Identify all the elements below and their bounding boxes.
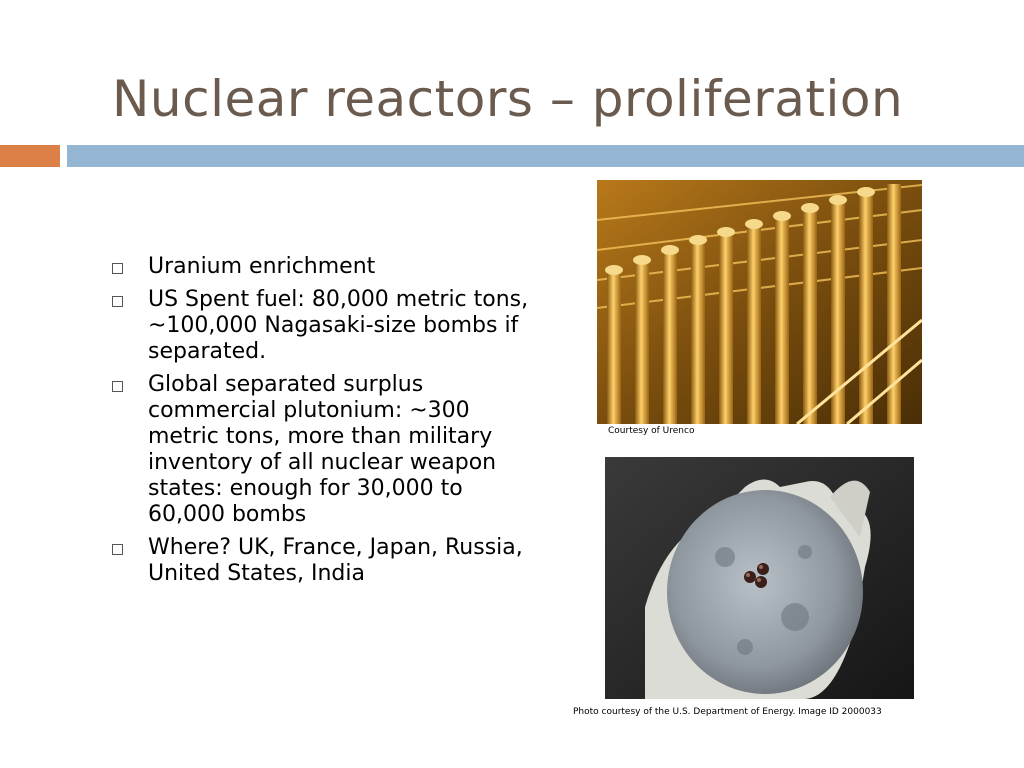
square-bullet-icon <box>112 544 123 555</box>
photo2-caption: Photo courtesy of the U.S. Department of Energy. Image ID 2000033 <box>573 707 882 717</box>
photo1-caption: Courtesy of Urenco <box>608 426 695 436</box>
centrifuge-cascade-photo <box>597 180 922 424</box>
bullet-text: US Spent fuel: 80,000 metric tons, ~100,000 Nagasaki-size bombs if separated. <box>148 287 529 364</box>
bullet-item <box>112 372 532 528</box>
square-bullet-icon <box>112 263 123 274</box>
slide-title: Nuclear reactors – proliferation <box>112 70 904 128</box>
accent-bar-orange <box>0 145 60 167</box>
square-bullet-icon <box>112 381 123 392</box>
bullet-list <box>112 254 532 594</box>
bullet-item <box>112 287 532 365</box>
gloved-hand-disk-photo <box>605 457 914 699</box>
accent-bar-blue <box>67 145 1024 167</box>
bullet-item <box>112 535 532 587</box>
square-bullet-icon <box>112 296 123 307</box>
gloved-hand-disk-image <box>605 457 914 699</box>
centrifuge-cascade-image <box>597 180 922 424</box>
bullet-text: Where? UK, France, Japan, Russia, United States, India <box>148 535 523 586</box>
bullet-text: Global separated surplus commercial plutonium: ~300 metric tons, more than military inventory of all nuclear weapon states: enough for 30,000 to 60,000 bombs <box>148 372 497 527</box>
bullet-item <box>112 254 532 280</box>
bullet-text: Uranium enrichment <box>148 254 376 279</box>
